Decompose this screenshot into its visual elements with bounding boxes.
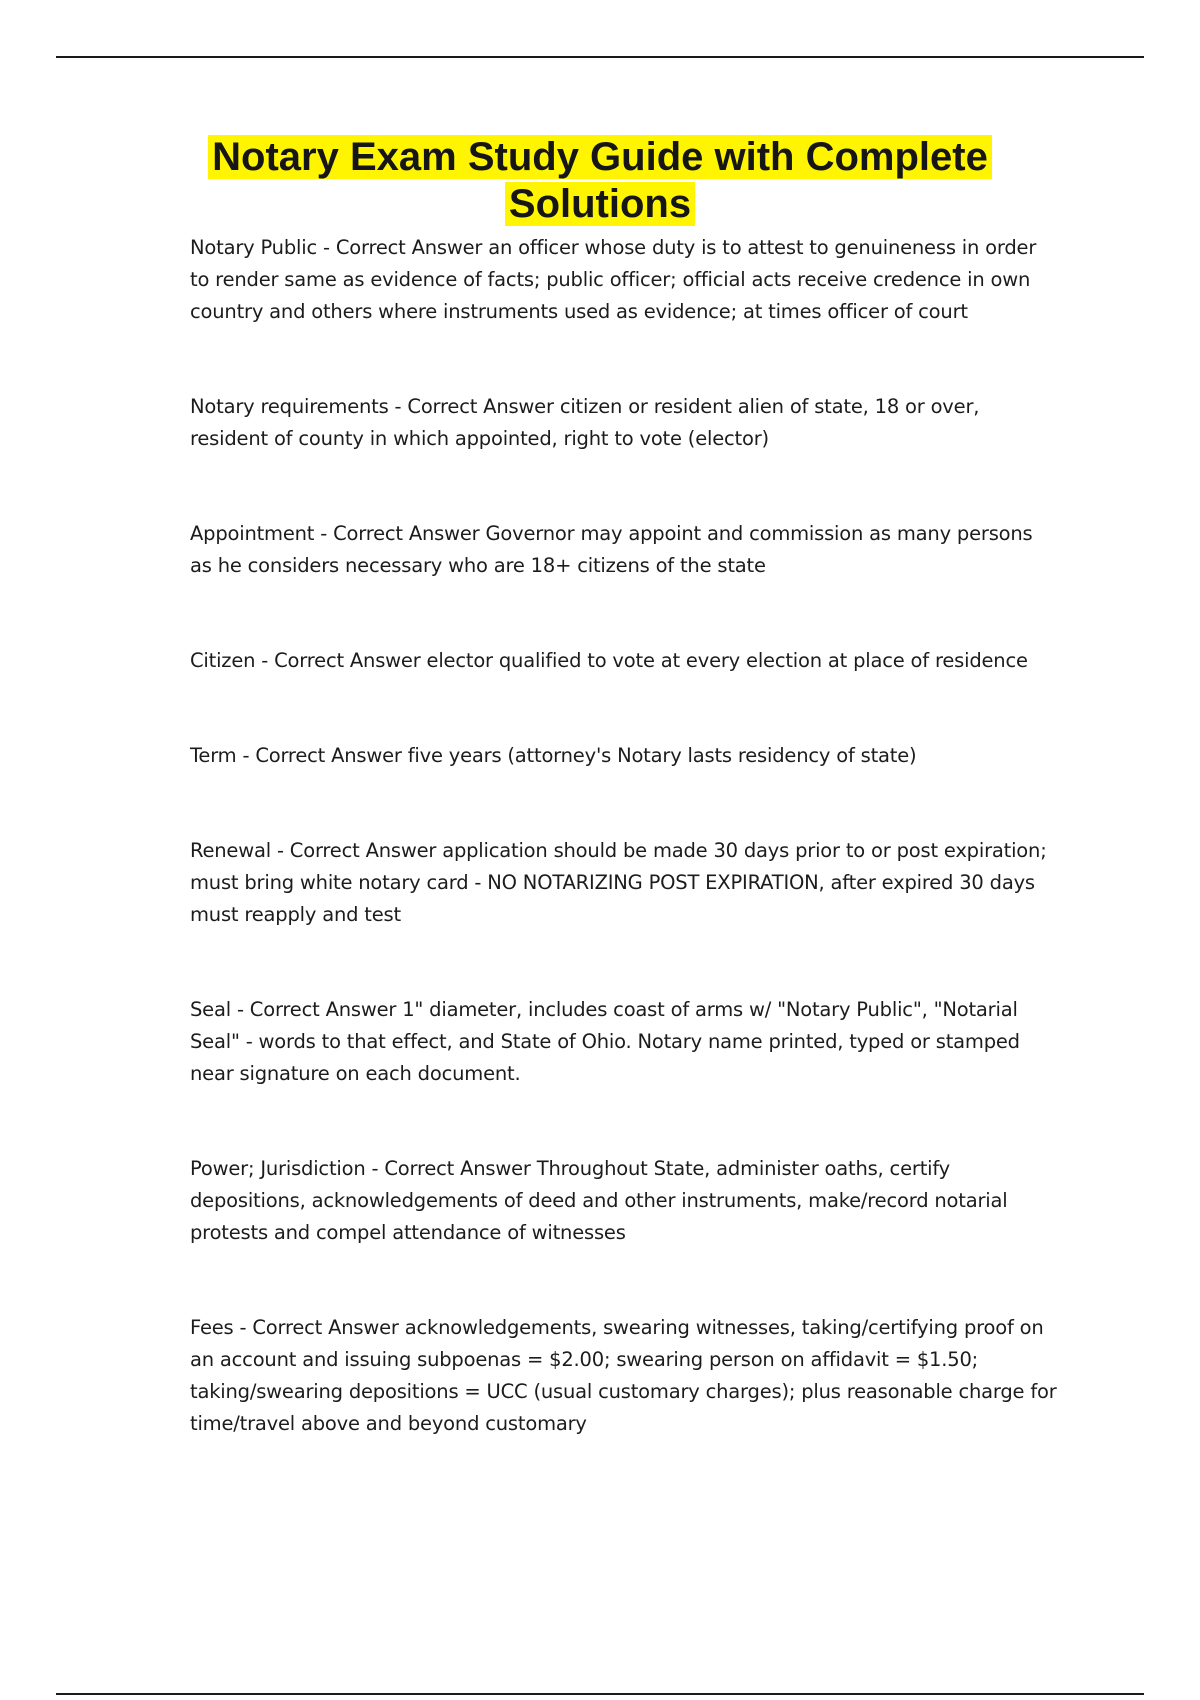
highlighted-title-text: Notary Exam Study Guide with Complete Solutions: [208, 135, 992, 226]
entry-answer: 1" diameter, includes coast of arms w/ "Notary Public", "Notarial Seal" - words to that effect, and State of Ohio. Notary name printed, typed or stamped near signature on each document.: [190, 998, 1020, 1085]
top-rule: [56, 56, 1144, 58]
qa-entry: [190, 740, 1060, 772]
entry-separator: -: [236, 744, 256, 767]
answer-label: Correct Answer: [384, 1157, 531, 1180]
entry-separator: -: [233, 1316, 253, 1339]
entry-answer: Throughout State, administer oaths, certify depositions, acknowledgements of deed and other instruments, make/record notarial protests and compel attendance of witnesses: [190, 1157, 1008, 1244]
qa-entry: [190, 994, 1060, 1090]
bottom-rule: [56, 1693, 1144, 1695]
entry-answer: acknowledgements, swearing witnesses, taking/certifying proof on an account and issuing subpoenas = $2.00; swearing person on affidavit = $1.50; taking/swearing depositions = UCC (usual customary charges); plus reasonable charge for time/travel above and beyond customary: [190, 1316, 1057, 1435]
answer-label: Correct Answer: [335, 236, 483, 259]
answer-label: Correct Answer: [407, 395, 554, 418]
entry-separator: -: [255, 649, 275, 672]
qa-entry: [190, 1153, 1060, 1249]
answer-label: Correct Answer: [289, 839, 437, 862]
qa-entry: [190, 391, 1060, 455]
answer-label: Correct Answer: [274, 649, 421, 672]
entry-term: Term: [190, 744, 237, 767]
entry-term: Seal: [190, 998, 231, 1021]
entry-answer: Governor may appoint and commission as many persons as he considers necessary who are 18+ citizens of the state: [190, 522, 1033, 577]
qa-entry: [190, 645, 1060, 677]
qa-list: [190, 232, 1060, 1503]
entry-term: Renewal: [190, 839, 271, 862]
entry-term: Fees: [190, 1316, 234, 1339]
qa-entry: [190, 1312, 1060, 1440]
page-title: [150, 134, 1050, 228]
entry-answer: citizen or resident alien of state, 18 or over, resident of county in which appointed, right to vote (elector): [190, 395, 980, 450]
entry-separator: -: [314, 522, 334, 545]
entry-separator: -: [388, 395, 408, 418]
qa-entry: [190, 835, 1060, 931]
entry-term: Notary requirements: [190, 395, 389, 418]
entry-term: Notary Public: [190, 236, 317, 259]
entry-answer: elector qualified to vote at every election at place of residence: [426, 649, 1028, 672]
answer-label: Correct Answer: [333, 522, 480, 545]
entry-separator: -: [270, 839, 290, 862]
qa-entry: [190, 518, 1060, 582]
entry-separator: -: [365, 1157, 385, 1180]
entry-separator: -: [230, 998, 250, 1021]
answer-label: Correct Answer: [255, 744, 402, 767]
answer-label: Correct Answer: [249, 998, 397, 1021]
entry-separator: -: [316, 236, 336, 259]
entry-term: Citizen: [190, 649, 256, 672]
entry-term: Appointment: [190, 522, 315, 545]
entry-answer: five years (attorney's Notary lasts residency of state): [407, 744, 917, 767]
qa-entry: [190, 232, 1060, 328]
entry-answer: an officer whose duty is to attest to genuineness in order to render same as evidence of facts; public officer; official acts receive credence in own country and others where instruments used as evidence; at times officer of court: [190, 236, 1037, 323]
entry-answer: application should be made 30 days prior to or post expiration; must bring white notary card - NO NOTARIZING POST EXPIRATION, after expired 30 days must reapply and test: [190, 839, 1047, 926]
answer-label: Correct Answer: [252, 1316, 399, 1339]
entry-term: Power; Jurisdiction: [190, 1157, 366, 1180]
